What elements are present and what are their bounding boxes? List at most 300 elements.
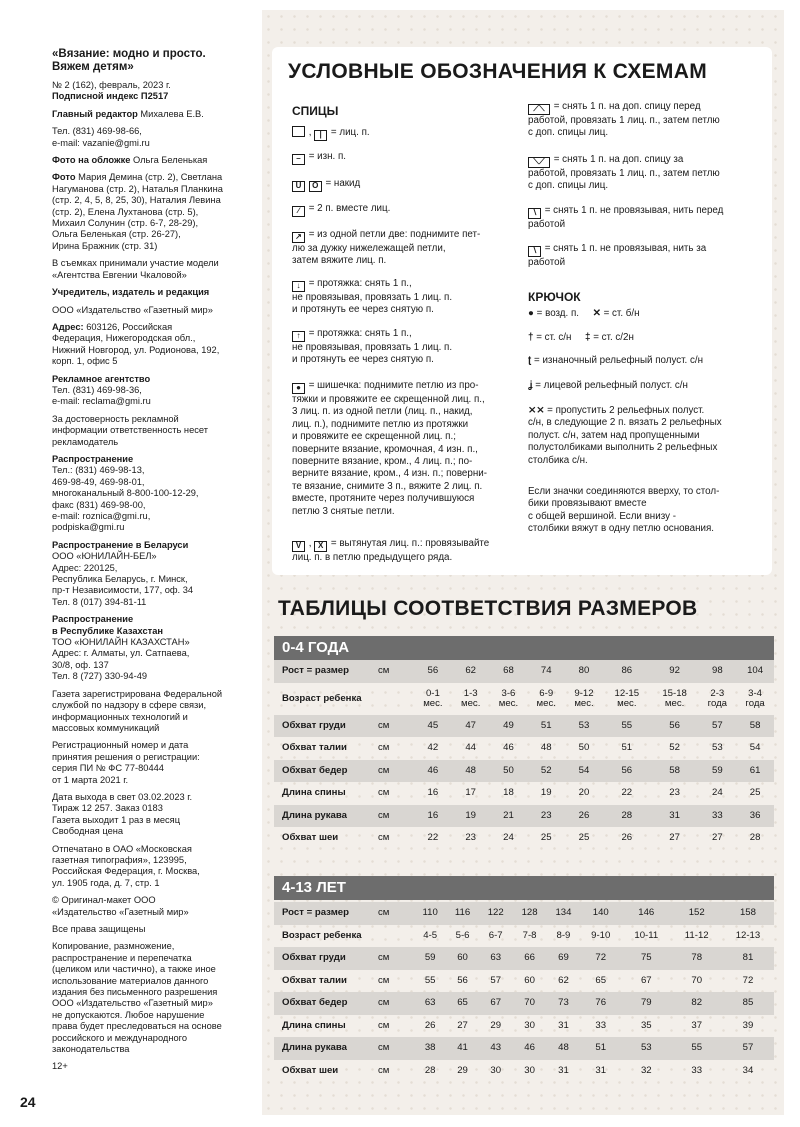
dash-square-icon: – [292,154,305,165]
table-cell: 25 [578,832,590,844]
table-cell: 59 [699,760,737,783]
release-line: Тираж 12 257. Заказ 0183 [52,803,163,814]
table-cell: 35 [640,1019,652,1031]
symbol-desc: = снять 1 п. на доп. спицу за [553,154,684,165]
kz-label: Распространение [52,614,134,625]
symbol-desc: те вязание, снимите 3 п., вяжите 2 лиц. п. [292,480,483,492]
table-cell: 41 [446,1037,478,1060]
cell-line: 2-3 [710,687,725,699]
table-cell: 66 [513,947,547,970]
symbol-desc: работой [528,219,566,230]
editor-name: Михалева Е.В. [140,108,204,119]
arrow-down-square-icon: ↓ [292,281,305,292]
copying-notice [52,941,252,1055]
table-cell: 85 [722,992,774,1015]
symbol-desc: верните вязание, кром., 4 изн. п.; поверни- [292,468,487,480]
distribution-line: 469-98-49, 469-98-01, [52,476,145,487]
issue-info: № 2 (162), февраль, 2023 г. [52,80,171,90]
symbol-desc: вместе, протяните через получившуюся [292,493,475,505]
table-cell: 134 [547,902,581,925]
table-cell: 50 [578,742,590,754]
table-cell: 80 [565,660,603,683]
registration-line: массовых коммуникаций [52,722,160,733]
symbols-note [528,486,768,536]
release-info [52,792,252,838]
symbol-slip-front [528,205,768,231]
symbol-desc: поверните вязание, кромочная, 4 изн. п., [292,443,478,455]
table-cell: 55 [424,974,436,986]
registration-number [52,740,252,786]
cell-line: 12-15 [614,687,640,699]
table-cell: 70 [513,992,547,1015]
address-label: Адрес: [52,321,84,332]
table-cell: 146 [621,902,671,925]
symbol-hook-front-post [528,380,768,392]
photo-credit-line: Нагуманова (стр. 2), Наталья Планкина [52,183,223,194]
table-cell: 104 [736,660,774,683]
x-square-icon: X [314,541,327,552]
symbol-hook-back-post [528,355,768,367]
table-cell [565,683,603,715]
table-row [274,970,774,993]
symbol-desc: не провязывая, провязать 1 лиц. п. [292,342,453,353]
table-cell: 26 [565,805,603,828]
back-post-icon: ʈ [528,355,532,366]
row-unit: см [378,1019,390,1031]
table-row [274,660,774,683]
rights-reserved: Все права защищены [52,924,146,934]
table-row [274,902,774,925]
reg-number-line: принятия решения о регистрации: [52,751,200,762]
table-cell: 56 [603,760,651,783]
table-cell: 32 [640,1064,652,1076]
distribution-line: podpiska@gmi.ru [52,522,125,533]
table-cell: 33 [691,1064,703,1076]
table-cell: 72 [580,947,621,970]
distribution-belarus [52,540,252,608]
k2tog-icon: ∕ [292,206,305,217]
row-unit [378,683,414,715]
table-cell: 4-5 [423,929,438,941]
table-cell: 48 [452,760,490,783]
symbol-increase [292,229,522,268]
table-cell: 92 [651,660,699,683]
symbol-desc: = пропустить 2 рельефных полуст. [547,405,705,416]
disclaimer-line: информации ответственность несет [52,425,209,436]
table-cell: 12-13 [735,929,761,941]
copying-line: издания без письменного разрешения [52,987,218,998]
symbol-desc: = возд. п. [536,308,579,319]
table-cell: 62 [452,660,490,683]
row-unit: см [378,1064,390,1076]
note-line: с общей вершиной. Если внизу - [528,510,676,522]
distribution-line: e-mail: roznica@gmi.ru, [52,511,151,521]
table-cell: 116 [446,902,478,925]
kz-line: 30/8, оф. 137 [52,659,109,670]
table-cell: 110 [414,902,446,925]
table-cell: 158 [722,902,774,925]
cell-line: мес. [423,697,443,709]
table-cell: 57 [699,715,737,738]
table-cell: 27 [712,832,723,844]
table-cell [527,683,565,715]
table-cell: 86 [603,660,651,683]
disclaimer-line: рекламодатель [52,436,119,447]
table-cell [490,683,528,715]
table-row [274,1037,774,1060]
reg-number-line: Регистрационный номер и дата [52,740,189,751]
table-row [274,925,774,948]
ad-line: e-mail: reclama@gmi.ru [52,396,151,407]
table-cell: 68 [490,660,528,683]
size-table-0-4 [274,660,774,850]
cell-line: мес. [574,697,594,709]
table-cell: 57 [490,974,502,986]
symbol-desc: = изн. п. [308,151,347,162]
kz-line: ТОО «ЮНИЛАЙН КАЗАХСТАН» [52,637,190,648]
table-cell: 31 [558,1064,569,1076]
belarus-line: ООО «ЮНИЛАЙН-БЕЛ» [52,551,157,562]
belarus-line: Тел. 8 (017) 394-81-11 [52,596,147,607]
cover-photo-label: Фото на обложке [52,155,131,166]
symbol-desc: и протянуть ее через снятую п. [292,354,434,366]
table-cell: 28 [603,805,651,828]
table-cell: 57 [722,1037,774,1060]
distribution-label: Распространение [52,453,134,464]
increase-icon: ↗ [292,232,305,243]
symbol-desc: лю за дужку нижележащей петли, [292,243,446,254]
table-cell: 43 [479,1037,513,1060]
ad-label: Рекламное агентство [52,373,151,384]
table-cell: 23 [527,805,565,828]
row-unit: см [378,660,414,683]
row-label: Обхват талии [282,742,347,754]
ad-line: Тел. (831) 469-98-36, [52,384,142,395]
table-cell: 25 [749,787,761,799]
symbol-desc: = протяжка: снять 1 п., [308,328,412,339]
table-cell: 22 [427,832,439,844]
address-line: Федерация, Нижегородская обл., [52,333,196,344]
table-cell: 44 [465,742,476,754]
row-label: Обхват бедер [274,992,378,1015]
table-cell: 26 [424,1019,436,1031]
front-post-icon: ʝ [528,380,533,391]
note-line: бики провязывают вместе [528,498,647,510]
models-line: «Агентства Евгении Чкаловой» [52,269,187,280]
table-cell: 42 [427,742,439,754]
cell-line: года [745,697,765,709]
belarus-line: Республика Беларусь, г. Минск, [52,574,188,585]
table-row [274,737,774,760]
printed-line: Российская Федерация, г. Москва, [52,866,200,877]
table-cell: 17 [465,787,476,799]
photo-credit-line: Михаил Солунин (стр. 6-7, 28-29), [52,218,199,229]
single-crochet-icon: ✕ [592,308,601,319]
photo-label: Фото [52,172,76,183]
symbol-desc: = снять 1 п. на доп. спицу перед [553,101,701,112]
cell-line: мес. [536,697,556,709]
cell-line: мес. [460,697,481,709]
table-cell: 11-12 [684,929,709,941]
table-cell: 20 [578,787,590,799]
table-row [274,715,774,738]
table-cell [651,683,699,715]
symbol-desc: = 2 п. вместе лиц. [308,203,391,214]
copying-line: распространение и перепечатка [52,952,192,963]
symbol-desc: с/н, в следующие 2 п. вязать 2 рельефных [528,417,722,429]
row-unit: см [378,832,390,844]
table-row [274,947,774,970]
original-line: © Оригинал-макет ООО [52,895,156,906]
imprint-column [52,48,252,1079]
table-cell: 55 [672,1037,722,1060]
table-cell: 56 [457,974,468,986]
note-line: столбики вяжут в одну петлю основания. [528,523,715,535]
row-label: Длина рукава [274,805,378,828]
symbol-yarn-over [292,178,522,192]
bar-square-icon: | [314,130,327,141]
symbol-hook-basic [528,308,768,320]
symbol-desc: с доп. спицы лиц. [528,180,609,192]
original-layout [52,895,252,918]
table-cell: 9-10 [591,929,611,941]
row-label: Обхват бедер [274,760,378,783]
copying-line: российского и международного [52,1032,188,1043]
table-cell: 82 [672,992,722,1015]
table-row [274,827,774,850]
table-cell: 55 [603,715,651,738]
symbol-desc: полуст. с/н, затем над пропущенными [528,429,700,441]
table-cell: 54 [749,742,761,754]
row-label: Длина спины [282,787,346,799]
table-cell: 53 [565,715,603,738]
table-cell: 46 [414,760,452,783]
table-cell: 23 [465,832,476,844]
table-row [274,683,774,715]
table-cell: 79 [621,992,671,1015]
symbol-desc: = протяжка: снять 1 п., [308,278,412,289]
symbol-desc: с доп. спицы лиц. [528,127,609,139]
row-label: Длина рукава [274,1037,378,1060]
symbol-desc: = из одной петли две: поднимите пет- [308,229,481,240]
table-cell: 31 [595,1064,607,1076]
table-cell: 58 [736,715,774,738]
table-cell: 62 [558,974,569,986]
reg-number-line: серия ПИ № ФС 77-80444 [52,763,164,774]
table-cell: 28 [424,1064,436,1076]
symbol-desc: = снять 1 п. не провязывая, нить за [544,243,707,254]
table-cell: 19 [452,805,490,828]
table-cell [699,683,737,715]
slip-front-icon: ∖ [528,208,541,219]
copying-line: ООО «Издательство «Газетный мир» [52,998,213,1009]
table-cell: 78 [672,947,722,970]
row-label: Рост = размер [274,902,378,925]
table-cell: 24 [712,787,723,799]
table-cell [603,683,651,715]
table-cell: 140 [580,902,621,925]
table-cell: 69 [547,947,581,970]
symbol-desc: = накид [325,178,361,189]
table-cell: 76 [580,992,621,1015]
row-unit: см [378,974,390,986]
symbol-purl [292,151,522,165]
symbol-desc: лиц. п.), поднимите петлю из протяжки [292,418,469,430]
u-square-icon: U [292,181,305,192]
table-cell: 21 [490,805,528,828]
row-unit: см [378,902,414,925]
cable-front-icon: ⟋⟍ [528,104,550,115]
table-cell: 67 [479,992,513,1015]
symbol-k2tog [292,203,522,217]
table-cell: 75 [621,947,671,970]
table-cell: 38 [414,1037,446,1060]
note-line: Если значки соединяются вверху, то стол- [528,486,720,497]
table-cell: 47 [452,715,490,738]
table-cell: 16 [427,787,439,799]
symbol-desc: = ст. с/н [536,332,572,343]
distribution [52,454,252,534]
founder-label: Учредитель, издатель и редакция [52,287,210,298]
row-label: Обхват шеи [282,1064,339,1076]
editor-tel: Тел. (831) 469-98-66, [52,126,142,137]
cable-back-icon: ⟍⟋ [528,157,550,168]
table-cell: 70 [691,974,703,986]
table-cell: 74 [527,660,565,683]
address-line: Нижний Новгород, ул. Родионова, 192, [52,344,220,355]
kz-label: в Республике Казахстан [52,625,163,636]
symbol-desc: тяжки и провяжите ее скрещенной лиц. п., [292,394,485,405]
ad-agency [52,374,252,408]
table-row [274,805,774,828]
row-label: Рост = размер [274,660,378,683]
symbol-desc: = вытянутая лиц. п.: провязывайте [330,538,490,549]
row-label: Возраст ребенка [282,692,362,704]
table-cell: 81 [722,947,774,970]
table-cell: 49 [490,715,528,738]
symbol-pass-over-up [292,328,522,367]
table-cell: 24 [503,832,514,844]
symbol-elongated: V , X = вытянутая лиц. п.: провязывайте лиц. п. в петлю предыдущего ряда. [292,538,522,564]
table-cell: 22 [621,787,633,799]
table-cell: 98 [699,660,737,683]
size-table-4-13 [274,902,774,1082]
row-unit: см [378,787,390,799]
symbol-desc: и провяжите ее скрещенной лиц. п.; [292,431,456,443]
table-row [274,760,774,783]
table-cell: 25 [540,832,552,844]
printer-info [52,844,252,890]
table-cell [414,683,452,715]
photo-credit-line: Ирина Бражник (стр. 31) [52,240,158,251]
table-cell: 60 [524,974,535,986]
photo-credits [52,172,252,252]
printed-line: газетная типография», 123995, [52,854,187,865]
table-cell: 26 [621,832,633,844]
table-cell: 50 [490,760,528,783]
copying-line: права будет преследоваться на основе [52,1021,222,1032]
double-crochet-icon: † [528,332,534,343]
table-cell: 59 [414,947,446,970]
symbol-desc: = лиц. п. [330,127,370,138]
release-line: Свободная цена [52,826,124,837]
hook-heading: КРЮЧОК [528,290,581,304]
copying-line: не допускаются. Любое нарушение [52,1009,205,1020]
table-cell: 65 [446,992,478,1015]
symbol-desc: = лицевой рельефный полуст. с/н [535,380,688,391]
table-cell: 19 [540,787,552,799]
distribution-line: многоканальный 8-800-100-12-29, [52,488,199,499]
row-label: Обхват талии [282,974,347,986]
table-cell: 48 [547,1037,581,1060]
arrow-up-square-icon: ↑ [292,331,305,342]
row-unit: см [378,1037,414,1060]
table-cell: 18 [503,787,514,799]
belarus-line: Адрес: 220125, [52,562,118,573]
photo-credit-line: (стр. 2), Елена Лухтанова (стр. 5), [52,206,199,217]
kz-line: Тел. 8 (727) 330-94-49 [52,671,148,682]
kz-line: Адрес: г. Алматы, ул. Сатпаева, [52,648,190,659]
table-cell: 73 [547,992,581,1015]
table-cell: 29 [490,1019,502,1031]
ad-disclaimer [52,414,252,448]
copying-line: использование материалов данного [52,975,209,986]
release-line: Газета выходит 1 раз в месяц [52,814,181,825]
table-cell: 48 [540,742,552,754]
row-unit: см [378,947,414,970]
original-line: «Издательство «Газетный мир» [52,906,189,917]
magazine-title [52,48,252,74]
symbol-desc: = ст. с/2н [593,332,634,343]
table-cell: 29 [457,1064,468,1076]
table-cell: 51 [527,715,565,738]
symbol-desc: и протянуть ее через снятую п. [292,304,434,316]
photo-credit-line: Ольга Беленькая (стр. 26-27), [52,229,181,240]
symbol-desc: работой, провязать 1 лиц. п., затем петлю [528,168,720,179]
needles-heading: СПИЦЫ [292,104,339,118]
table-cell: 53 [621,1037,671,1060]
table-cell: 65 [595,974,607,986]
table-band-4-13: 4-13 ЛЕТ [274,876,774,900]
table-row [274,782,774,805]
release-line: Дата выхода в свет 03.02.2023 г. [52,791,193,802]
table-cell: 56 [414,660,452,683]
table-cell: 5-6 [455,929,470,941]
row-label: Обхват груди [274,947,378,970]
crossed-stitches-icon: ⨯⨯ [528,405,545,416]
registration-line: информационных технологий и [52,711,188,722]
table-cell: 51 [621,742,633,754]
row-unit: см [378,715,414,738]
table-cell: 31 [651,805,699,828]
empty-square-icon [292,126,305,137]
table-cell: 54 [565,760,603,783]
table-cell: 53 [712,742,723,754]
slip-back-icon: ∖ [528,246,541,257]
page-number: 24 [20,1094,36,1110]
table-cell: 28 [749,832,761,844]
cell-line: 3-6 [501,687,516,699]
row-unit: см [378,992,414,1015]
table-cell [736,683,774,715]
table-cell: 46 [503,742,514,754]
symbol-desc: петлю 3 снятые петли. [292,505,395,517]
table-cell: 36 [736,805,774,828]
symbol-desc: = ст. б/н [603,308,640,319]
table-row [274,1060,774,1083]
table-cell: 16 [414,805,452,828]
table-cell: 63 [479,947,513,970]
